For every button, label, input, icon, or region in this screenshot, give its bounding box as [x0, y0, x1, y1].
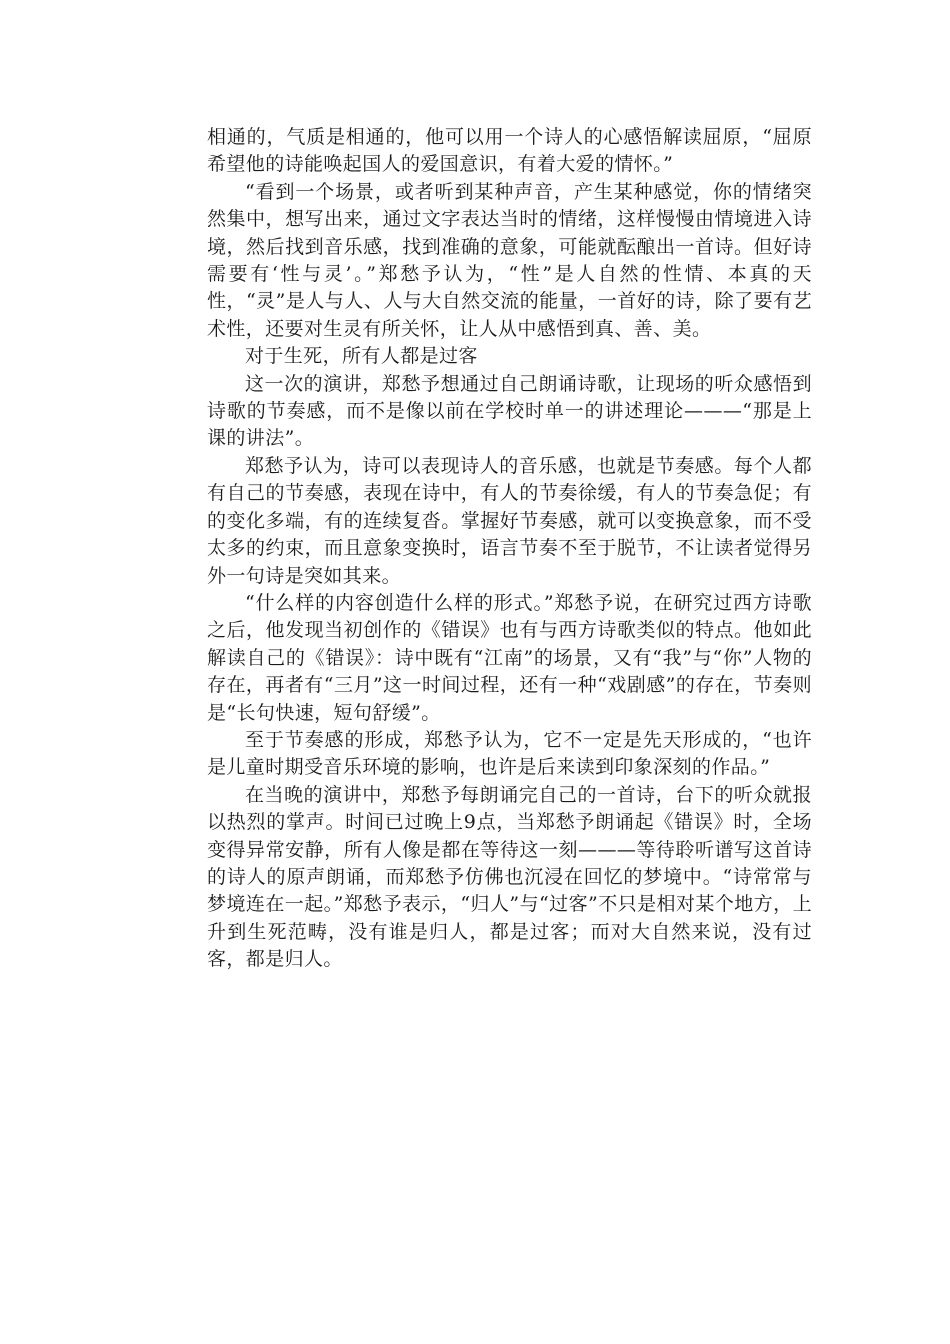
paragraph-4: 郑愁予认为，诗可以表现诗人的音乐感，也就是节奏感。每个人都有自己的节奏感，表现在诗中，有人的节奏徐缓，有人的节奏急促；有的变化多端，有的连续复沓。掌握好节奏感，就可以变换意象，而不受太多的约束，而且意象变换时，语言节奏不至于脱节，不让读者觉得另外一句诗是突如其来。: [207, 454, 812, 587]
paragraph-1: 相通的，气质是相通的，他可以用一个诗人的心感悟解读屈原，“屈原希望他的诗能唤起国人的爱国意识，有着大爱的情怀。”: [207, 126, 812, 176]
paragraph-5: “什么样的内容创造什么样的形式。”郑愁予说，在研究过西方诗歌之后，他发现当初创作的《错误》也有与西方诗歌类似的特点。他如此解读自己的《错误》：诗中既有“江南”的场景，又有“我”与“你”人物的存在，再者有“三月”这一时间过程，还有一种“戏剧感”的存在，节奏则是“长句快速，短句舒缓”。: [207, 591, 812, 724]
paragraph-2: “看到一个场景，或者听到某种声音，产生某种感觉，你的情绪突然集中，想写出来，通过文字表达当时的情绪，这样慢慢由情境进入诗境，然后找到音乐感，找到准确的意象，可能就酝酿出一首诗。但好诗需要有‘性与灵’。”郑愁予认为，“性”是人自然的性情、本真的天性，“灵”是人与人、人与大自然交流的能量，一首好的诗，除了要有艺术性，还要对生灵有所关怀，让人从中感悟到真、善、美。: [207, 180, 812, 340]
paragraph-7: 在当晚的演讲中，郑愁予每朗诵完自己的一首诗，台下的听众就报以热烈的掌声。时间已过晚上9点，当郑愁予朗诵起《错误》时，全场变得异常安静，所有人像是都在等待这一刻———等待聆听谱写这首诗的诗人的原声朗诵，而郑愁予仿佛也沉浸在回忆的梦境中。“诗常常与梦境连在一起。”郑愁予表示，“归人”与“过客”不只是相对某个地方，上升到生死范畴，没有谁是归人，都是过客；而对大自然来说，没有过客，都是归人。: [207, 783, 812, 971]
article-body: [207, 124, 812, 974]
section-subheading: 对于生死，所有人都是过客: [245, 345, 478, 368]
paragraph-6: 至于节奏感的形成，郑愁予认为，它不一定是先天形成的，“也许是儿童时期受音乐环境的影响，也许是后来读到印象深刻的作品。”: [207, 728, 812, 779]
paragraph-3: 这一次的演讲，郑愁予想通过自己朗诵诗歌，让现场的听众感悟到诗歌的节奏感，而不是像以前在学校时单一的讲述理论———“那是上课的讲法”。: [207, 372, 812, 450]
